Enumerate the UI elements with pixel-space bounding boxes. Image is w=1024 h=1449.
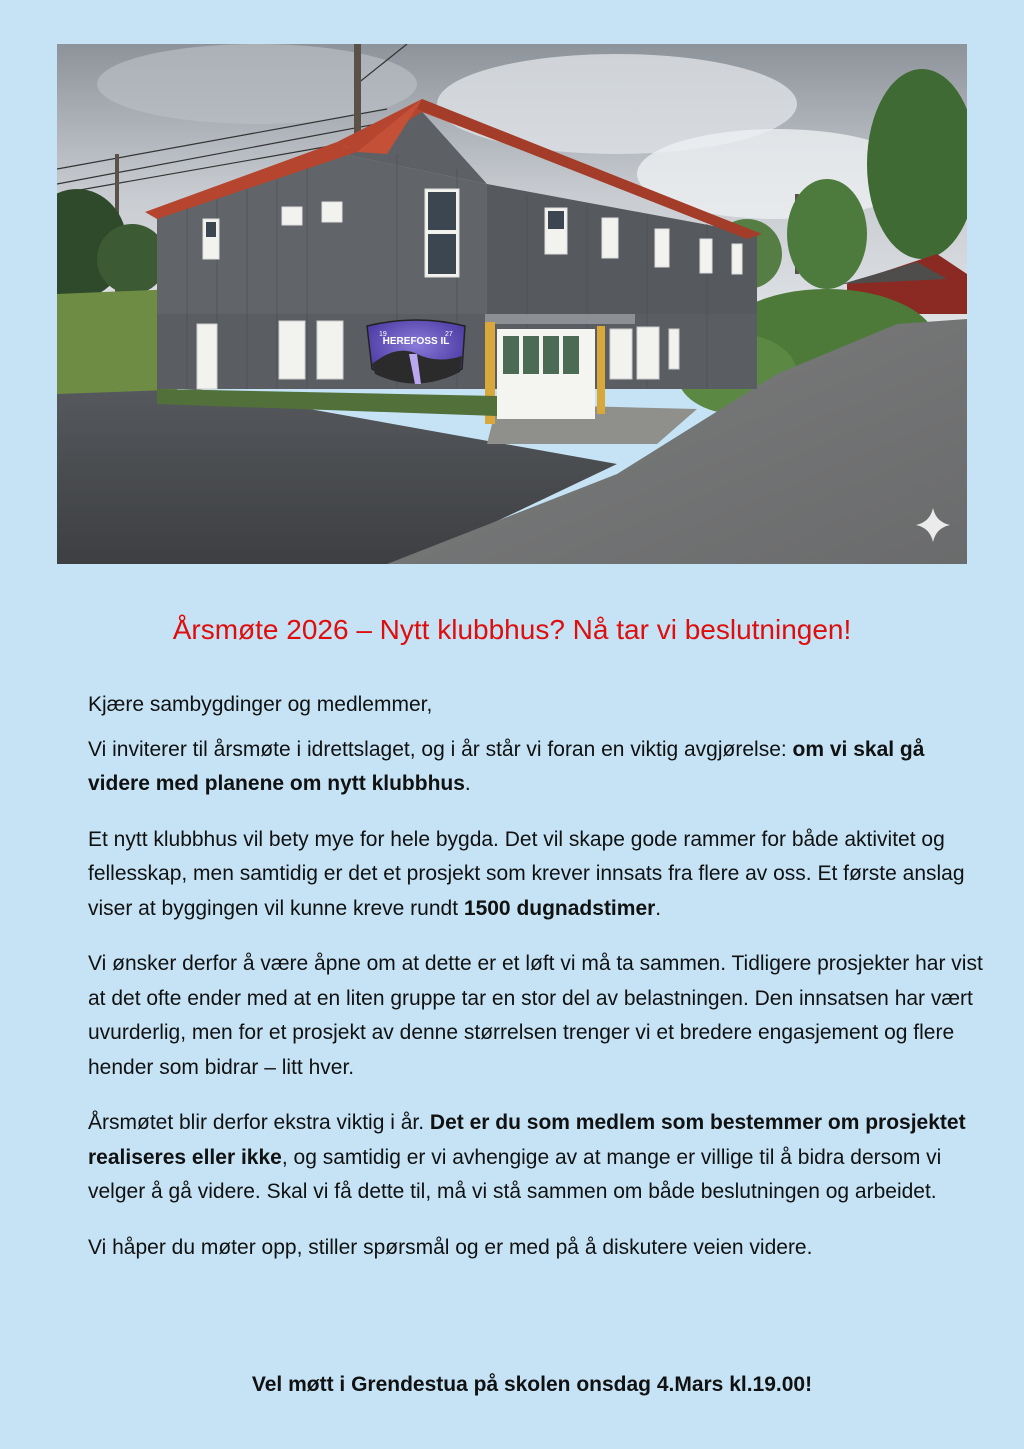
logo-year-left: 19 xyxy=(379,331,387,338)
paragraph-text: Vi inviterer til årsmøte i idrettslaget, og i år står vi foran en viktig avgjørelse: xyxy=(88,737,793,761)
club-logo xyxy=(367,320,465,384)
paragraph-text: , og samtidig er vi avhengige av at mange er villige til å bidra dersom vi velger å gå videre. Skal vi få dette til, må vi stå sammen om både beslutningen og arbeidet. xyxy=(88,1145,942,1203)
paragraph-text: Et nytt klubbhus vil bety mye for hele bygda. Det vil skape gode rammer for både aktivitet og fellesskap, men samtidig er det et prosjekt som krever innsats fra flere av oss. Et første anslag viser at byggingen vil kunne kreve rundt xyxy=(88,827,965,920)
paragraph-decision xyxy=(88,1106,988,1210)
paragraph-invitation xyxy=(88,733,988,802)
page-title: Årsmøte 2026 – Nytt klubbhus? Nå tar vi beslutningen! xyxy=(172,614,852,645)
greeting: Kjære sambygdinger og medlemmer, xyxy=(88,693,433,716)
meeting-info: Vel møtt i Grendestua på skolen onsdag 4.Mars kl.19.00! xyxy=(251,1373,813,1396)
hero-photo xyxy=(57,44,967,564)
paragraph-text: . xyxy=(655,896,662,920)
emphasis-text: om vi skal gå videre med planene om nytt klubbhus xyxy=(88,737,925,795)
letter-body xyxy=(88,688,988,1286)
paragraph-together: Vi ønsker derfor å være åpne om at dette er et løft vi må ta sammen. Tidligere prosjekter har vist at det ofte ender med at en liten gruppe tar en stor del av belastningen. Den innsatsen har vært uvurderlig, men for et prosjekt av denne størrelsen trenger vi et bredere engasjement og flere hender som bidrar – litt hver. xyxy=(88,952,983,1079)
paragraph-closing: Vi håper du møter opp, stiller spørsmål og er med på å diskutere veien videre. xyxy=(88,1235,813,1259)
logo-text: HEREFOSS IL xyxy=(382,336,450,347)
paragraph-text: . xyxy=(464,772,471,795)
paragraph-benefits xyxy=(88,823,988,927)
emphasis-text: 1500 dugnadstimer xyxy=(463,896,656,920)
emphasis-text: Det er du som medlem som bestemmer om prosjektet realiseres eller ikke xyxy=(88,1111,966,1169)
logo-year-right: 27 xyxy=(445,331,453,338)
paragraph-text: Årsmøtet blir derfor ekstra viktig i år. xyxy=(88,1111,430,1134)
